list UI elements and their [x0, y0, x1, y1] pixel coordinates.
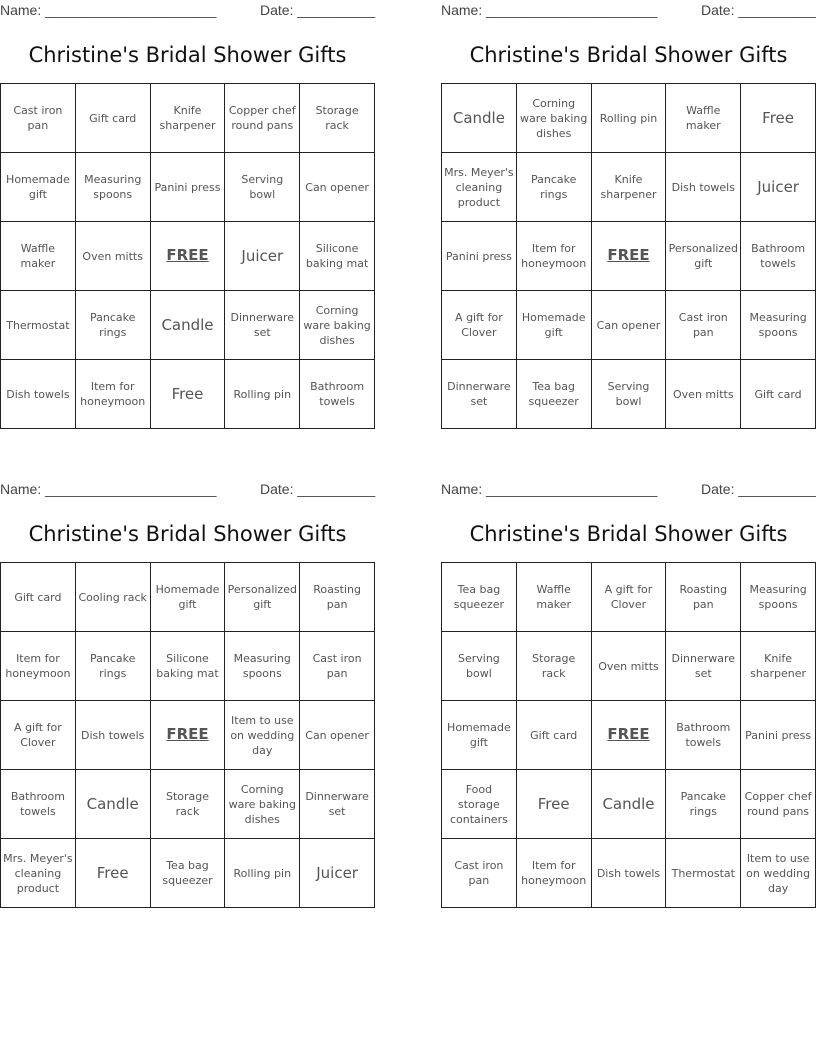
- card-header: [0, 0, 375, 22]
- bingo-square[interactable]: Mrs. Meyer's cleaning product: [442, 153, 517, 222]
- bingo-square[interactable]: Waffle maker: [666, 84, 741, 153]
- bingo-square[interactable]: Can opener: [300, 701, 375, 770]
- bingo-square[interactable]: Oven mitts: [75, 222, 150, 291]
- bingo-square[interactable]: Item for honeymoon: [516, 222, 591, 291]
- bingo-square[interactable]: Copper chef round pans: [225, 84, 300, 153]
- bingo-square[interactable]: Dinnerware set: [225, 291, 300, 360]
- bingo-card-4: [441, 479, 816, 895]
- grid-row: [1, 84, 375, 153]
- bingo-square[interactable]: Dish towels: [666, 153, 741, 222]
- bingo-square[interactable]: Item for honeymoon: [1, 632, 76, 701]
- grid-row: [1, 770, 375, 839]
- bingo-square[interactable]: Homemade gift: [516, 291, 591, 360]
- bingo-square[interactable]: Cast iron pan: [666, 291, 741, 360]
- name-line: Name: ______________________: [0, 481, 217, 497]
- bingo-square[interactable]: Panini press: [442, 222, 517, 291]
- bingo-square[interactable]: Free: [75, 839, 150, 908]
- bingo-square[interactable]: Gift card: [741, 360, 816, 429]
- bingo-square[interactable]: Personalized gift: [666, 222, 741, 291]
- free-space-label: FREE: [607, 725, 650, 743]
- bingo-square[interactable]: Knife sharpener: [150, 84, 225, 153]
- bingo-grid: [0, 562, 375, 908]
- bingo-square[interactable]: [591, 222, 666, 291]
- bingo-square[interactable]: Roasting pan: [666, 563, 741, 632]
- bingo-square[interactable]: Oven mitts: [666, 360, 741, 429]
- name-line: Name: ______________________: [0, 2, 217, 18]
- bingo-square[interactable]: Item for honeymoon: [516, 839, 591, 908]
- bingo-square[interactable]: Cast iron pan: [442, 839, 517, 908]
- bingo-square[interactable]: Waffle maker: [1, 222, 76, 291]
- bingo-square[interactable]: Juicer: [741, 153, 816, 222]
- name-line: Name: ______________________: [441, 2, 658, 18]
- bingo-square[interactable]: Candle: [75, 770, 150, 839]
- grid-row: [442, 291, 816, 360]
- bingo-square[interactable]: Tea bag squeezer: [150, 839, 225, 908]
- bingo-square[interactable]: Measuring spoons: [225, 632, 300, 701]
- bingo-square[interactable]: Rolling pin: [225, 839, 300, 908]
- grid-row: [442, 222, 816, 291]
- grid-row: [442, 770, 816, 839]
- bingo-square[interactable]: Candle: [442, 84, 517, 153]
- bingo-square[interactable]: [150, 222, 225, 291]
- bingo-square[interactable]: Dinnerware set: [442, 360, 517, 429]
- bingo-square[interactable]: Dish towels: [75, 701, 150, 770]
- bingo-square[interactable]: Gift card: [75, 84, 150, 153]
- bingo-square[interactable]: Oven mitts: [591, 632, 666, 701]
- bingo-square[interactable]: Tea bag squeezer: [442, 563, 517, 632]
- bingo-square[interactable]: Storage rack: [150, 770, 225, 839]
- bingo-square[interactable]: Juicer: [225, 222, 300, 291]
- date-line: Date: __________: [701, 2, 816, 18]
- grid-row: [1, 360, 375, 429]
- bingo-square[interactable]: Serving bowl: [225, 153, 300, 222]
- bingo-square[interactable]: Homemade gift: [1, 153, 76, 222]
- bingo-square[interactable]: Tea bag squeezer: [516, 360, 591, 429]
- bingo-square[interactable]: Measuring spoons: [75, 153, 150, 222]
- bingo-square[interactable]: Corning ware baking dishes: [300, 291, 375, 360]
- bingo-square[interactable]: Cooling rack: [75, 563, 150, 632]
- grid-row: [442, 701, 816, 770]
- bingo-square[interactable]: Homemade gift: [442, 701, 517, 770]
- bingo-grid: [441, 562, 816, 908]
- bingo-square[interactable]: Bathroom towels: [1, 770, 76, 839]
- bingo-square[interactable]: [150, 701, 225, 770]
- bingo-square[interactable]: Bathroom towels: [666, 701, 741, 770]
- bingo-square[interactable]: Knife sharpener: [591, 153, 666, 222]
- name-line: Name: ______________________: [441, 481, 658, 497]
- date-line: Date: __________: [701, 481, 816, 497]
- bingo-square[interactable]: Free: [516, 770, 591, 839]
- bingo-square[interactable]: Measuring spoons: [741, 563, 816, 632]
- bingo-square[interactable]: Copper chef round pans: [741, 770, 816, 839]
- grid-row: [442, 360, 816, 429]
- bingo-square[interactable]: Silicone baking mat: [300, 222, 375, 291]
- card-header: [0, 479, 375, 501]
- grid-row: [1, 701, 375, 770]
- bingo-square[interactable]: Thermostat: [666, 839, 741, 908]
- grid-row: [1, 291, 375, 360]
- bingo-square[interactable]: Silicone baking mat: [150, 632, 225, 701]
- bingo-square[interactable]: Can opener: [591, 291, 666, 360]
- free-space-label: FREE: [166, 246, 209, 264]
- bingo-square[interactable]: Waffle maker: [516, 563, 591, 632]
- bingo-square[interactable]: Homemade gift: [150, 563, 225, 632]
- grid-row: [442, 839, 816, 908]
- grid-row: [442, 84, 816, 153]
- bingo-square[interactable]: Candle: [150, 291, 225, 360]
- bingo-grid: [441, 83, 816, 429]
- date-line: Date: __________: [260, 481, 376, 497]
- bingo-square[interactable]: Bathroom towels: [300, 360, 375, 429]
- bingo-square[interactable]: Item to use on wedding day: [225, 701, 300, 770]
- card-header: [441, 0, 816, 22]
- bingo-square[interactable]: Rolling pin: [225, 360, 300, 429]
- grid-row: [1, 222, 375, 291]
- bingo-square[interactable]: Pancake rings: [516, 153, 591, 222]
- bingo-square[interactable]: Measuring spoons: [741, 291, 816, 360]
- free-space-label: FREE: [607, 246, 650, 264]
- bingo-square[interactable]: A gift for Clover: [442, 291, 517, 360]
- bingo-square[interactable]: Food storage containers: [442, 770, 517, 839]
- bingo-square[interactable]: Rolling pin: [591, 84, 666, 153]
- bingo-square[interactable]: Free: [741, 84, 816, 153]
- free-space-label: FREE: [166, 725, 209, 743]
- bingo-card-2: [441, 0, 816, 408]
- bingo-square[interactable]: Free: [150, 360, 225, 429]
- bingo-square[interactable]: Serving bowl: [442, 632, 517, 701]
- bingo-square[interactable]: A gift for Clover: [591, 563, 666, 632]
- bingo-square[interactable]: Pancake rings: [75, 291, 150, 360]
- bingo-grid: [0, 83, 375, 429]
- card-title: Christine's Bridal Shower Gifts: [28, 43, 347, 67]
- card-title: Christine's Bridal Shower Gifts: [469, 522, 788, 546]
- bingo-square[interactable]: Dinnerware set: [666, 632, 741, 701]
- bingo-square[interactable]: Dish towels: [1, 360, 76, 429]
- bingo-square[interactable]: Item to use on wedding day: [741, 839, 816, 908]
- bingo-card-3: [0, 479, 376, 895]
- grid-row: [1, 632, 375, 701]
- bingo-square[interactable]: [591, 701, 666, 770]
- bingo-square[interactable]: Personalized gift: [225, 563, 300, 632]
- bingo-square[interactable]: Roasting pan: [300, 563, 375, 632]
- bingo-square[interactable]: Thermostat: [1, 291, 76, 360]
- bingo-square[interactable]: Corning ware baking dishes: [225, 770, 300, 839]
- bingo-square[interactable]: Storage rack: [300, 84, 375, 153]
- card-title: Christine's Bridal Shower Gifts: [28, 522, 347, 546]
- bingo-square[interactable]: Cast iron pan: [1, 84, 76, 153]
- bingo-square[interactable]: Juicer: [300, 839, 375, 908]
- grid-row: [1, 839, 375, 908]
- bingo-square[interactable]: Pancake rings: [666, 770, 741, 839]
- date-line: Date: __________: [260, 2, 376, 18]
- bingo-square[interactable]: Bathroom towels: [741, 222, 816, 291]
- bingo-square[interactable]: Item for honeymoon: [75, 360, 150, 429]
- bingo-square[interactable]: Knife sharpener: [741, 632, 816, 701]
- bingo-square[interactable]: Panini press: [150, 153, 225, 222]
- bingo-square[interactable]: Serving bowl: [591, 360, 666, 429]
- bingo-square[interactable]: Gift card: [1, 563, 76, 632]
- bingo-square[interactable]: Corning ware baking dishes: [516, 84, 591, 153]
- bingo-square[interactable]: Pancake rings: [75, 632, 150, 701]
- bingo-square[interactable]: Cast iron pan: [300, 632, 375, 701]
- grid-row: [442, 153, 816, 222]
- bingo-square[interactable]: Gift card: [516, 701, 591, 770]
- bingo-square[interactable]: Panini press: [741, 701, 816, 770]
- bingo-card-1: [0, 0, 376, 408]
- grid-row: [442, 632, 816, 701]
- bingo-square[interactable]: Storage rack: [516, 632, 591, 701]
- grid-row: [442, 563, 816, 632]
- bingo-square[interactable]: A gift for Clover: [1, 701, 76, 770]
- grid-row: [1, 153, 375, 222]
- card-title: Christine's Bridal Shower Gifts: [469, 43, 788, 67]
- bingo-square[interactable]: Dish towels: [591, 839, 666, 908]
- grid-row: [1, 563, 375, 632]
- bingo-square[interactable]: Mrs. Meyer's cleaning product: [1, 839, 76, 908]
- bingo-square[interactable]: Candle: [591, 770, 666, 839]
- bingo-square[interactable]: Can opener: [300, 153, 375, 222]
- card-header: [441, 479, 816, 501]
- bingo-square[interactable]: Dinnerware set: [300, 770, 375, 839]
